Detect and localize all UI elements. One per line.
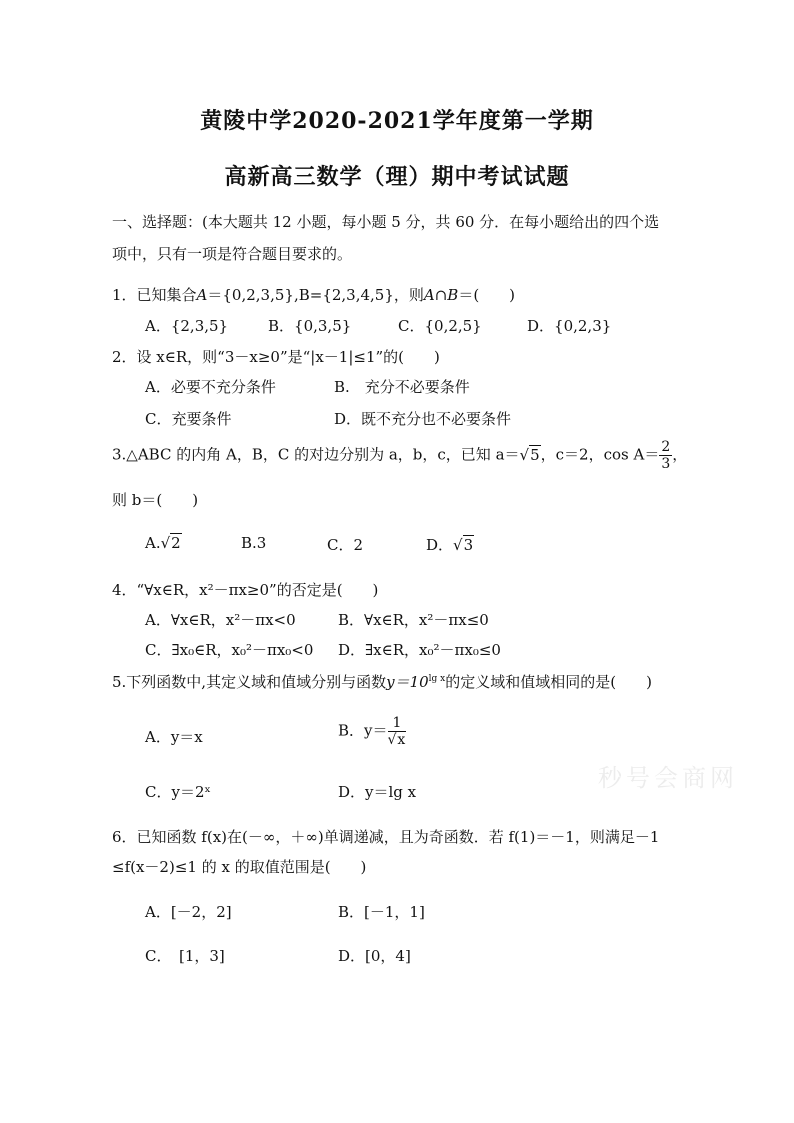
q3-sqrt5: √5 <box>519 445 540 464</box>
q3-option-a: A.√2 <box>145 534 181 552</box>
watermark: 秒号会商网 <box>598 764 738 792</box>
q4-option-c: C．∃x₀∈R，x₀²－πx₀<0 <box>145 641 314 659</box>
q5-option-c: C．y＝2ˣ <box>145 783 211 801</box>
q5-option-b: B．y＝ $\frac{1}{√x}$ <box>338 715 406 748</box>
q3-option-d: D．√3 <box>426 536 474 554</box>
q1-option-b: B．{0,3,5} <box>268 317 352 335</box>
q4-stem: 4．“∀x∈R，x²－πx≥0”的否定是( ) <box>112 581 379 599</box>
q5-option-b-fraction: $\frac{1}{√x}$ <box>387 715 406 748</box>
q5-option-d: D．y＝lg x <box>338 783 417 801</box>
q4-option-d: D．∃x∈R，x₀²－πx₀≤0 <box>338 641 501 659</box>
q3-option-a-sqrt: √2 <box>160 534 181 552</box>
q1-stem-prefix: 1．已知集合 <box>112 286 197 304</box>
q3-option-c: C．2 <box>327 536 364 554</box>
q4-option-b: B．∀x∈R，x²－πx≤0 <box>338 611 489 629</box>
q3-stem-line2: 则 b＝( ) <box>112 491 199 509</box>
section-heading-line1: 一、选择题：(本大题共 12 小题，每小题 5 分，共 60 分．在每小题给出的四个选 <box>112 213 660 231</box>
q3-stem-part2: ，c＝2，cos A＝ <box>540 445 660 464</box>
q5-exponent: lg x <box>428 674 446 684</box>
q5-stem-part2: 的定义域和值域相同的是( ) <box>445 673 652 691</box>
q1-stem-end: ＝( ) <box>458 286 516 304</box>
q1-stem-eq: ＝{0,2,3,5},B={2,3,4,5}，则 <box>207 286 424 304</box>
q1-option-c: C．{0,2,5} <box>398 317 482 335</box>
q5-stem <box>112 671 652 692</box>
q5-option-a: A．y＝x <box>145 728 203 746</box>
section-heading-line2: 项中，只有一项是符合题目要求的。 <box>112 245 353 263</box>
q1-intersection: A∩B <box>423 286 459 304</box>
q6-option-c: C． [1，3] <box>145 947 225 965</box>
q1-option-a: A．{2,3,5} <box>145 317 229 335</box>
exam-title-line2: 高新高三数学（理）期中考试试题 <box>224 164 570 190</box>
q2-option-b: B. 充分不必要条件 <box>334 378 470 396</box>
q5-function: y＝10 <box>386 673 429 691</box>
q2-option-c: C．充要条件 <box>145 410 232 428</box>
q3-stem-end: ， <box>672 445 688 464</box>
q6-stem-line1: 6．已知函数 f(x)在(－∞，＋∞)单调递减，且为奇函数．若 f(1)＝－1，则满足－1 <box>112 828 660 846</box>
q2-stem: 2．设 x∈R，则“3－x≥0”是“|x－1|≤1”的( ) <box>112 348 440 366</box>
q1-option-d: D．{0,2,3} <box>527 317 612 335</box>
q3-stem <box>112 440 687 471</box>
q3-option-b: B.3 <box>241 534 267 552</box>
q3-fraction: $\frac{2}{3}$ <box>661 439 671 472</box>
q6-option-d: D．[0，4] <box>338 947 411 965</box>
exam-title-line1: 黄陵中学2020-2021学年度第一学期 <box>200 108 594 134</box>
q6-stem-line2: ≤f(x－2)≤1 的 x 的取值范围是( ) <box>112 858 367 876</box>
q5-stem-part1: 5.下列函数中,其定义域和值域分别与函数 <box>112 673 387 691</box>
q2-option-d: D．既不充分也不必要条件 <box>334 410 512 428</box>
q1-stem <box>112 284 515 305</box>
q3-option-d-sqrt: √3 <box>453 536 474 554</box>
q3-stem-part1: 3.△ABC 的内角 A，B，C 的对边分别为 a，b，c，已知 a＝ <box>112 445 520 464</box>
q6-option-b: B．[－1，1] <box>338 903 425 921</box>
q4-option-a: A．∀x∈R，x²－πx<0 <box>145 611 296 629</box>
q2-option-a: A．必要不充分条件 <box>145 378 276 396</box>
q1-set-a: A <box>196 286 208 304</box>
q6-option-a: A．[－2，2] <box>145 903 232 921</box>
